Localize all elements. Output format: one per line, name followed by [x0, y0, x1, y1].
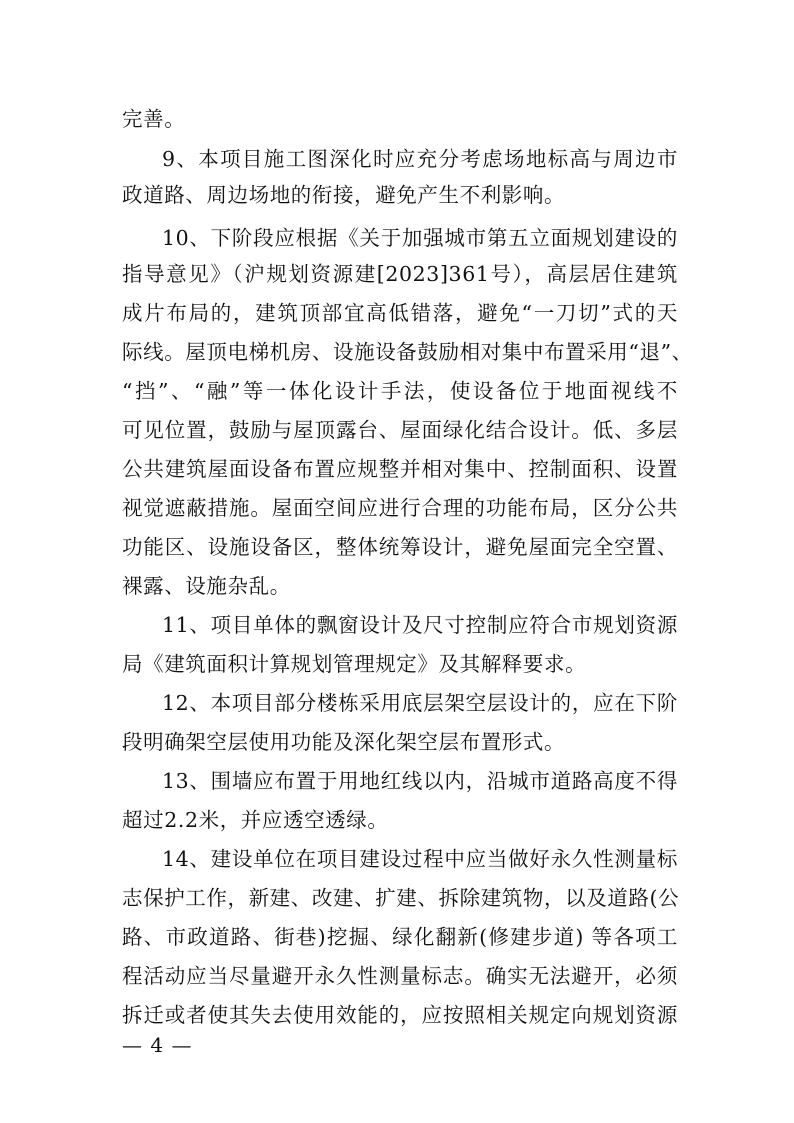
text-line: 完善。: [122, 107, 186, 131]
text-line: 路、市政道路、街巷)挖掘、绿化翻新(修建步道) 等各项工: [122, 925, 678, 949]
text-line: 超过2.2米，并应透空透绿。: [122, 808, 389, 832]
text-line: 际线。屋顶电梯机房、设施设备鼓励相对集中布置采用“退”、: [122, 340, 693, 364]
text-line: 10、下阶段应根据《关于加强城市第五立面规划建设的: [162, 226, 678, 250]
text-line: 14、建设单位在项目建设过程中应当做好永久性测量标: [162, 847, 678, 871]
text-line: 政道路、周边场地的衔接，避免产生不利影响。: [122, 183, 566, 207]
text-line: 公共建筑屋面设备布置应规整并相对集中、控制面积、设置: [122, 457, 678, 481]
text-line: 视觉遮蔽措施。屋面空间应进行合理的功能布局，区分公共: [122, 496, 678, 520]
text-line: 指导意见》（沪规划资源建[2023]361号），高层居住建筑: [122, 262, 678, 286]
text-line: 13、围墙应布置于用地红线以内，沿城市道路高度不得: [162, 769, 678, 793]
text-line: 段明确架空层使用功能及深化架空层布置形式。: [122, 730, 566, 754]
text-line: 功能区、设施设备区，整体统筹设计，避免屋面完全空置、: [122, 535, 678, 559]
text-line: 成片布局的，建筑顶部宜高低错落，避免“一刀切”式的天: [122, 301, 678, 325]
text-line: 9、本项目施工图深化时应充分考虑场地标高与周边市: [162, 147, 678, 171]
text-line: 裸露、设施杂乱。: [122, 574, 291, 598]
text-line: 12、本项目部分楼栋采用底层架空层设计的，应在下阶: [162, 691, 678, 715]
text-line: 局《建筑面积计算规划管理规定》及其解释要求。: [122, 652, 587, 676]
page-number: — 4 —: [122, 1033, 193, 1057]
text-line: 11、项目单体的飘窗设计及尺寸控制应符合市规划资源: [162, 613, 678, 637]
text-line: 志保护工作，新建、改建、扩建、拆除建筑物，以及道路(公: [122, 886, 680, 910]
text-line: 可见位置，鼓励与屋顶露台、屋面绿化结合设计。低、多层: [122, 418, 678, 442]
text-line: “挡”、“融”等一体化设计手法，使设备位于地面视线不: [122, 379, 678, 403]
text-line: 程活动应当尽量避开永久性测量标志。确实无法避开，必须: [122, 964, 678, 988]
text-line: 拆迁或者使其失去使用效能的，应按照相关规定向规划资源: [122, 1003, 678, 1027]
